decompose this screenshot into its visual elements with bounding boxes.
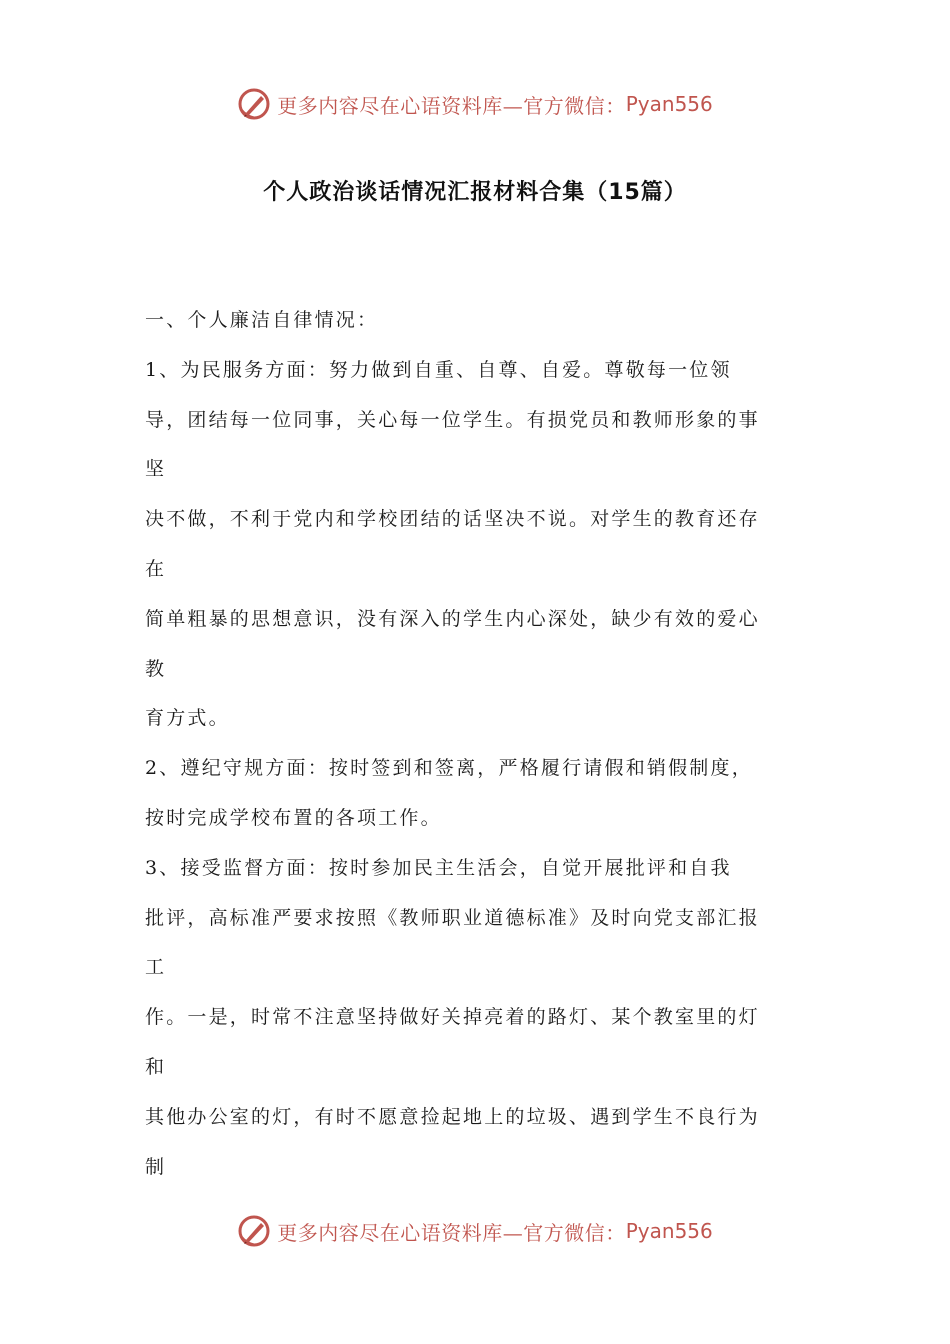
pen-logo-icon: [237, 87, 271, 121]
body-line: 工: [145, 956, 167, 979]
watermark-code: Pyan556: [625, 92, 713, 116]
body-line: 3、接受监督方面：按时参加民主生活会，自觉开展批评和自我: [145, 856, 732, 879]
body-line: 作。一是，时常不注意坚持做好关掉亮着的路灯、某个教室里的灯: [145, 1006, 760, 1029]
watermark-text: 更多内容尽在心语资料库—官方微信：: [277, 1220, 626, 1245]
body-line: 导，团结每一位同事，关心每一位学生。有损党员和教师形象的事: [145, 408, 760, 431]
body-line: 1、为民服务方面：努力做到自重、自尊、自爱。尊敬每一位领: [145, 358, 732, 381]
body-line: 和: [145, 1055, 167, 1078]
body-line: 坚: [145, 458, 167, 481]
document-title: 个人政治谈话情况汇报材料合集（15篇）: [263, 180, 687, 205]
pen-logo-icon: [237, 1214, 271, 1248]
body-line: 按时完成学校布置的各项工作。: [145, 806, 442, 829]
document-body: [145, 296, 815, 1192]
watermark-banner-bottom: [0, 1211, 950, 1251]
watermark-text: 更多内容尽在心语资料库—官方微信：: [277, 93, 626, 118]
watermark-banner-top: [0, 84, 950, 124]
body-line: 简单粗暴的思想意识，没有深入的学生内心深处，缺少有效的爱心: [145, 607, 760, 630]
body-line: 制: [145, 1155, 167, 1178]
body-line: 批评，高标准严要求按照《教师职业道德标准》及时向党支部汇报: [145, 906, 760, 929]
body-line: 决不做，不利于党内和学校团结的话坚决不说。对学生的教育还存: [145, 508, 760, 531]
watermark-code: Pyan556: [625, 1219, 713, 1243]
body-line: 教: [145, 657, 167, 680]
body-line: 2、遵纪守规方面：按时签到和签离，严格履行请假和销假制度，: [145, 757, 753, 780]
body-line: 一、个人廉洁自律情况：: [145, 309, 379, 331]
body-line: 在: [145, 557, 167, 580]
body-line: 其他办公室的灯，有时不愿意捡起地上的垃圾、遇到学生不良行为: [145, 1105, 760, 1128]
body-line: 育方式。: [145, 707, 230, 730]
